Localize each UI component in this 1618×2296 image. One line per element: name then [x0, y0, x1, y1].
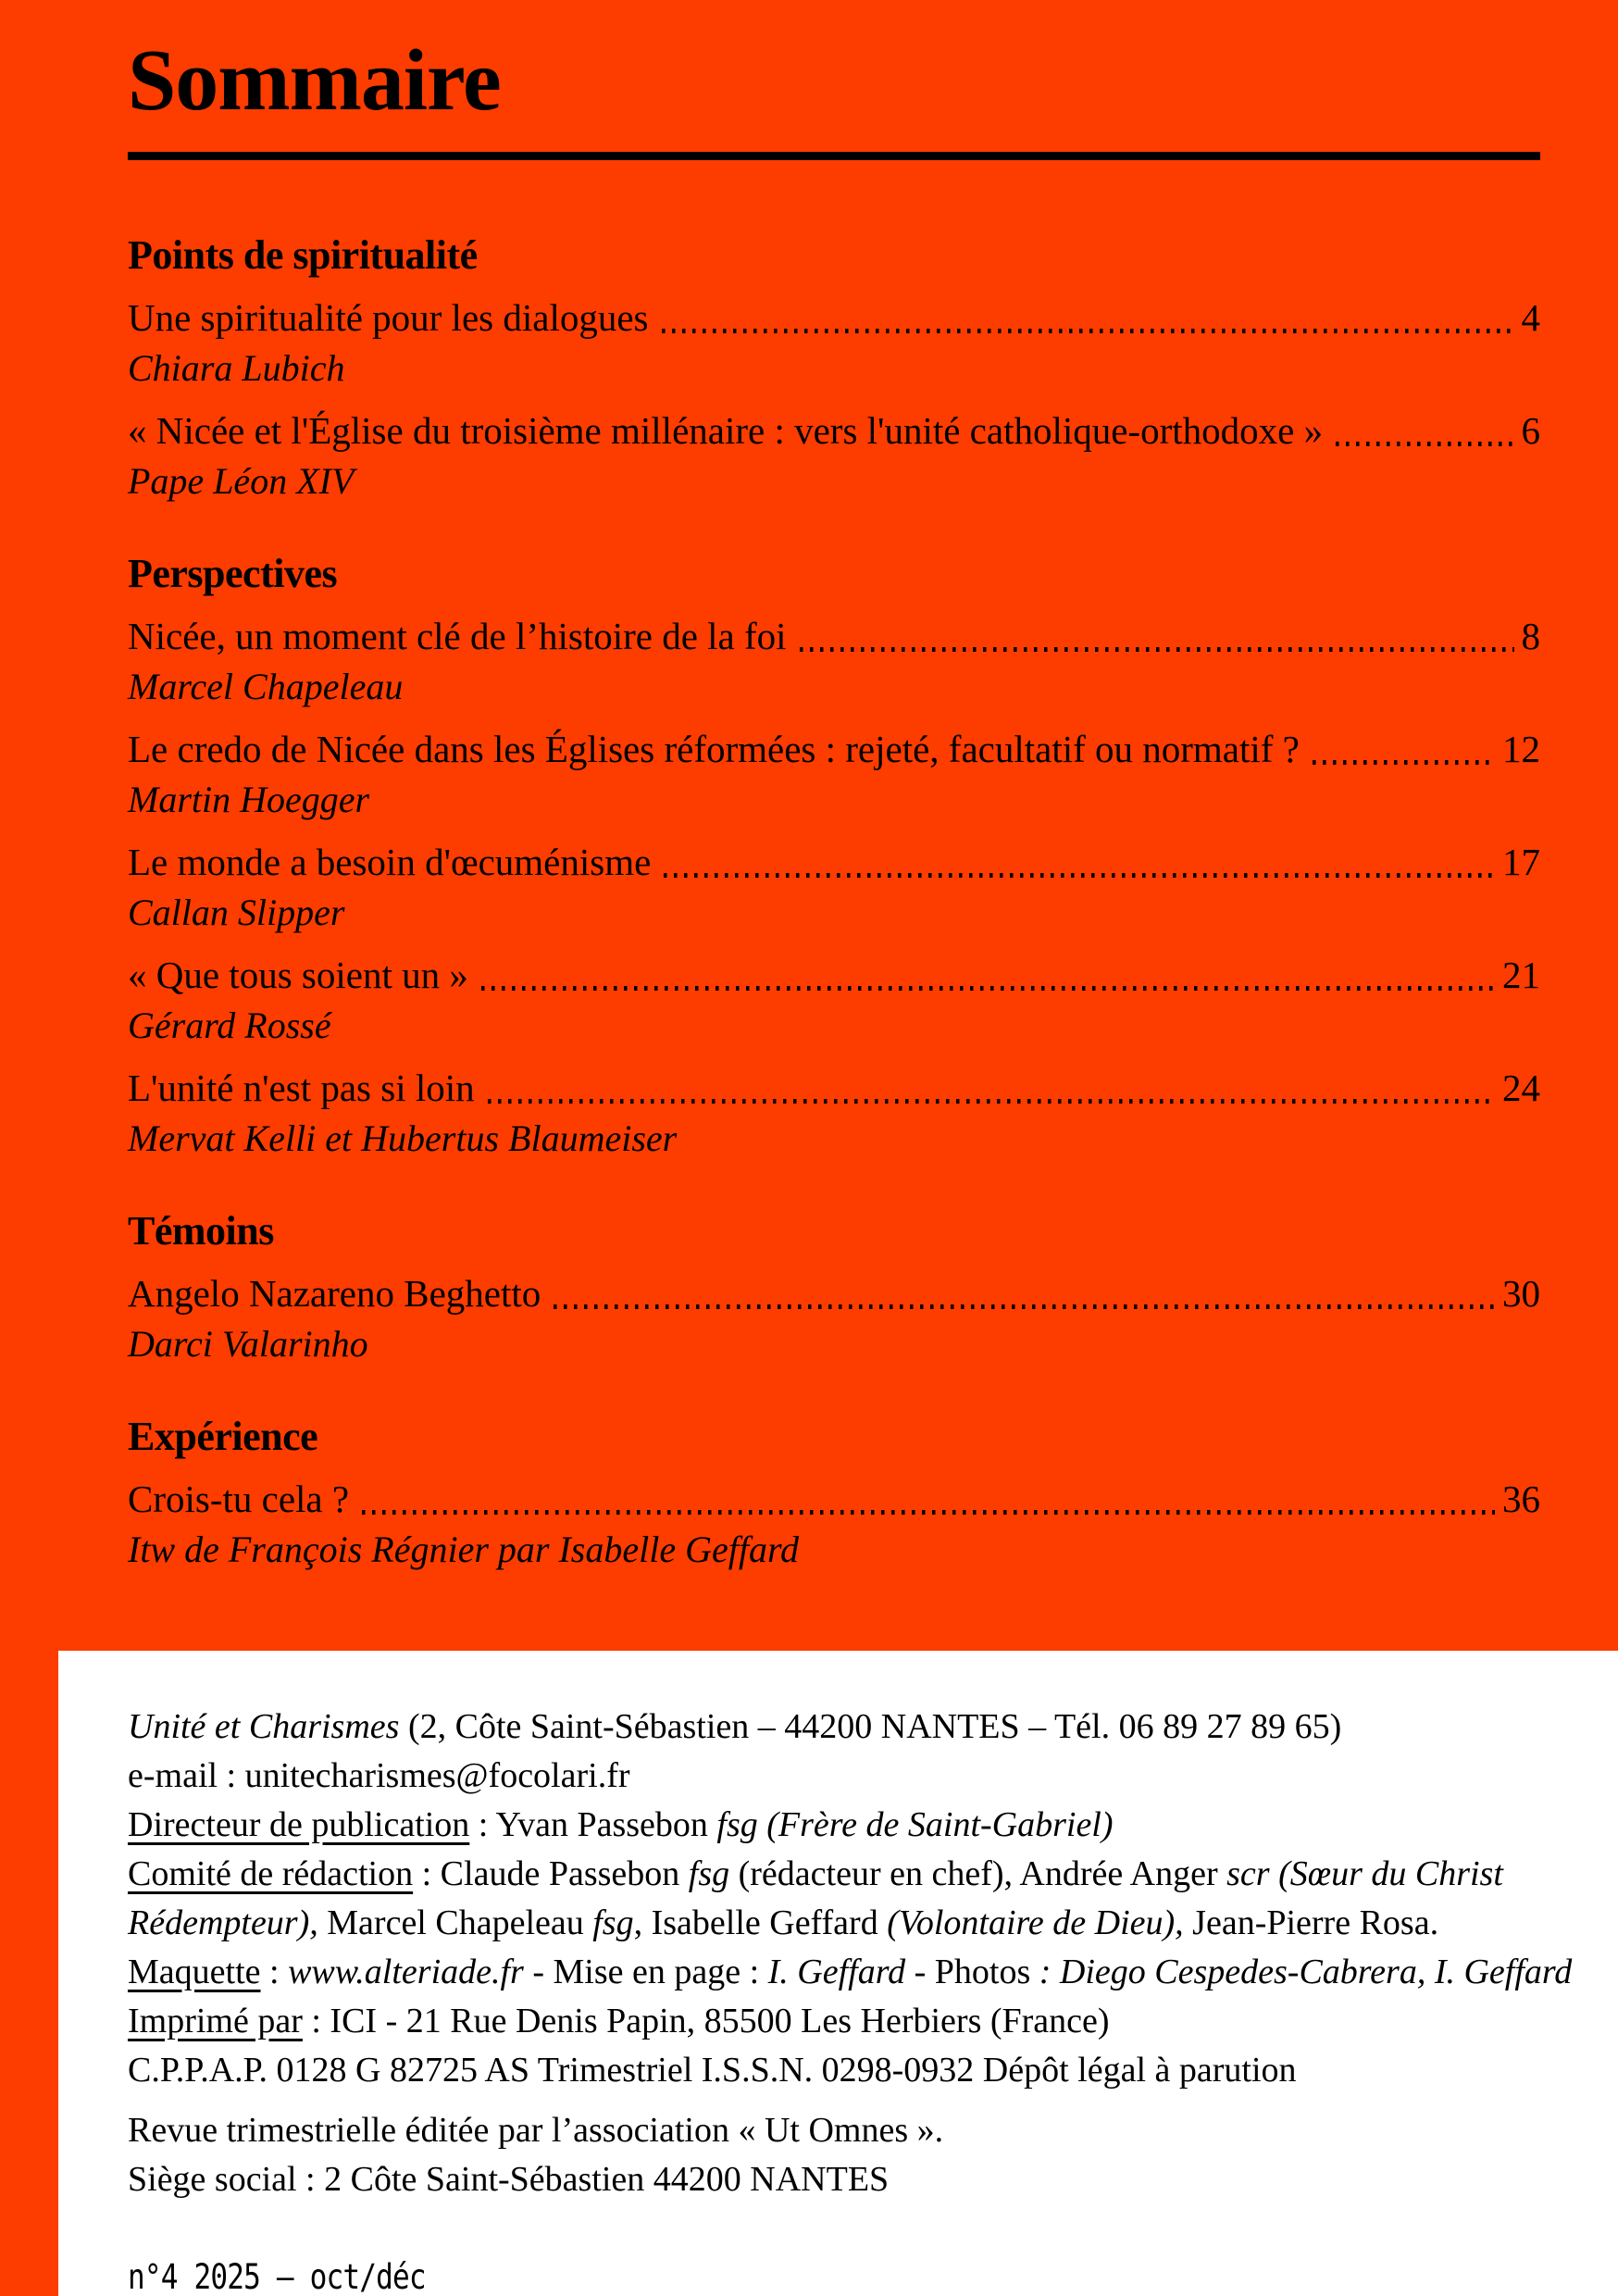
colophon-line	[128, 2046, 1581, 2095]
dotted-leader	[488, 1099, 1495, 1104]
toc-entry-line	[128, 405, 1540, 456]
colophon-line	[128, 1997, 1581, 2046]
dotted-leader	[1313, 760, 1495, 765]
colophon-line	[128, 2106, 1581, 2155]
colophon-text-segment: (2, Côte Saint-Sébastien – 44200 NANTES – Tél. 06 89 27 89 65)	[399, 1707, 1342, 1746]
colophon-content	[58, 1651, 1618, 2296]
toc-entry-title: Angelo Nazareno Beghetto	[128, 1271, 541, 1315]
toc-entry-line	[128, 1062, 1540, 1114]
section-heading: Expérience	[128, 1413, 318, 1459]
toc-entry-author: Chiara Lubich	[128, 346, 345, 389]
toc-entry-title: Crois-tu cela ?	[128, 1477, 350, 1520]
toc-entry-title: Une spiritualité pour les dialogues	[128, 295, 649, 339]
colophon-text-segment: Revue trimestrielle éditée par l’association « Ut Omnes ».	[128, 2111, 944, 2150]
toc-entry-author: Gérard Rossé	[128, 1004, 331, 1046]
toc-entry	[128, 1062, 1540, 1164]
toc-section	[128, 1410, 1540, 1575]
colophon-text-segment: fsg (Frère de Saint-Gabriel)	[716, 1805, 1114, 1844]
colophon-line	[128, 1703, 1581, 1752]
section-heading: Témoins	[128, 1207, 274, 1254]
toc-entry-title: Le credo de Nicée dans les Églises réformées : rejeté, facultatif ou normatif ?	[128, 727, 1300, 770]
toc-entry-author: Darci Valarinho	[128, 1322, 368, 1365]
toc-entry-page-number: 17	[1502, 840, 1540, 883]
toc-entry-line	[128, 1267, 1540, 1319]
colophon-text-segment: Marcel Chapeleau	[317, 1903, 593, 1942]
page-content	[128, 0, 1540, 1616]
toc-entry-title: « Que tous soient un »	[128, 953, 468, 996]
toc-entry-title: « Nicée et l'Église du troisième millénaire : vers l'unité catholique-orthodoxe »	[128, 408, 1324, 452]
toc-entry-author: Martin Hoegger	[128, 778, 370, 820]
toc-entry	[128, 836, 1540, 938]
colophon-lines	[128, 1703, 1581, 2204]
colophon-panel	[58, 1651, 1618, 2296]
title-rule	[128, 152, 1540, 160]
toc-entry-line	[128, 949, 1540, 1001]
colophon-text-segment: (rédacteur en chef), Andrée Anger	[729, 1854, 1227, 1893]
dotted-leader	[481, 986, 1495, 991]
toc	[128, 229, 1540, 1575]
colophon-text-segment: Comité de rédaction	[128, 1854, 414, 1893]
colophon-line	[128, 2155, 1581, 2204]
toc-entry	[128, 1473, 1540, 1575]
colophon-text-segment: : Yvan Passebon	[469, 1805, 717, 1844]
dotted-leader	[554, 1304, 1495, 1309]
toc-entry-line	[128, 292, 1540, 343]
section-heading: Perspectives	[128, 550, 338, 596]
colophon-text-segment: Imprimé par	[128, 2002, 303, 2040]
colophon-text-segment: (Volontaire de Dieu),	[887, 1903, 1184, 1942]
colophon-text-segment: : Diego Cespedes-Cabrera, I. Geffard	[1030, 1953, 1573, 1991]
toc-entry-page-number: 6	[1521, 408, 1540, 452]
colophon-text-segment: scr (Sœur du Christ Rédempteur),	[128, 1854, 1503, 1942]
toc-entry-author: Marcel Chapeleau	[128, 665, 404, 707]
dotted-leader	[662, 329, 1514, 333]
colophon-text-segment: www.alteriade.fr	[288, 1953, 524, 1991]
toc-entry-author: Itw de François Régnier par Isabelle Geffard	[128, 1528, 800, 1570]
colophon-text-segment: fsg	[688, 1854, 730, 1893]
toc-entry-page-number: 12	[1502, 727, 1540, 770]
colophon-text-segment: Directeur de publication	[128, 1805, 470, 1844]
colophon-text-segment: e-mail : unitecharismes@focolari.fr	[128, 1756, 630, 1795]
issue-label: n°4 2025 – oct/déc	[128, 2257, 426, 2296]
toc-entry-author: Mervat Kelli et Hubertus Blaumeiser	[128, 1117, 678, 1159]
toc-entry-page-number: 24	[1502, 1066, 1540, 1109]
colophon-text-segment: , Isabelle Geffard	[633, 1903, 888, 1942]
colophon-text-segment: :	[260, 1953, 289, 1991]
toc-entry-line	[128, 1473, 1540, 1525]
colophon-line	[128, 1850, 1581, 1948]
dotted-leader	[1336, 442, 1513, 446]
toc-entry	[128, 405, 1540, 506]
toc-entry-page-number: 30	[1502, 1271, 1540, 1315]
section-heading: Points de spiritualité	[128, 231, 478, 278]
colophon-text-segment: I. Geffard	[767, 1953, 906, 1991]
colophon-text-segment: Maquette	[128, 1953, 261, 1991]
colophon-line	[128, 1752, 1581, 1801]
toc-entry-line	[128, 610, 1540, 662]
toc-entry-title: Nicée, un moment clé de l’histoire de la foi	[128, 614, 787, 657]
toc-entry-title: L'unité n'est pas si loin	[128, 1066, 475, 1109]
toc-entry	[128, 949, 1540, 1051]
toc-entry-page-number: 8	[1521, 614, 1540, 657]
toc-entry-line	[128, 723, 1540, 775]
page-title: Sommaire	[128, 32, 501, 129]
dotted-leader	[800, 647, 1514, 652]
toc-entry-author: Callan Slipper	[128, 891, 345, 933]
toc-entry-author: Pape Léon XIV	[128, 459, 355, 502]
dotted-leader	[664, 873, 1495, 878]
toc-section	[128, 1204, 1540, 1369]
colophon-line	[128, 1801, 1581, 1850]
toc-section	[128, 229, 1540, 506]
toc-section	[128, 547, 1540, 1164]
colophon-text-segment: Jean-Pierre Rosa.	[1183, 1903, 1439, 1942]
toc-entry	[128, 292, 1540, 393]
toc-entry-page-number: 4	[1521, 295, 1540, 339]
dotted-leader	[362, 1510, 1495, 1515]
toc-entry-line	[128, 836, 1540, 888]
colophon-text-segment: Unité et Charismes	[128, 1707, 400, 1746]
colophon-text-segment: Siège social : 2 Côte Saint-Sébastien 44200 NANTES	[128, 2160, 890, 2199]
colophon-text-segment: : Claude Passebon	[413, 1854, 689, 1893]
toc-entry-page-number: 36	[1502, 1477, 1540, 1520]
colophon-text-segment: C.P.P.A.P. 0128 G 82725 AS Trimestriel I.S.S.N. 0298-0932 Dépôt légal à parution	[128, 2051, 1297, 2090]
toc-entry-title: Le monde a besoin d'œcuménisme	[128, 840, 652, 883]
colophon-text-segment: : ICI - 21 Rue Denis Papin, 85500 Les Herbiers (France)	[302, 2002, 1110, 2040]
toc-entry-page-number: 21	[1502, 953, 1540, 996]
colophon-text-segment: - Photos	[905, 1953, 1031, 1991]
toc-entry	[128, 723, 1540, 825]
toc-entry	[128, 1267, 1540, 1369]
toc-entry	[128, 610, 1540, 712]
colophon-text-segment: fsg	[592, 1903, 634, 1942]
colophon-line	[128, 1948, 1581, 1997]
colophon-text-segment: - Mise en page :	[523, 1953, 768, 1991]
